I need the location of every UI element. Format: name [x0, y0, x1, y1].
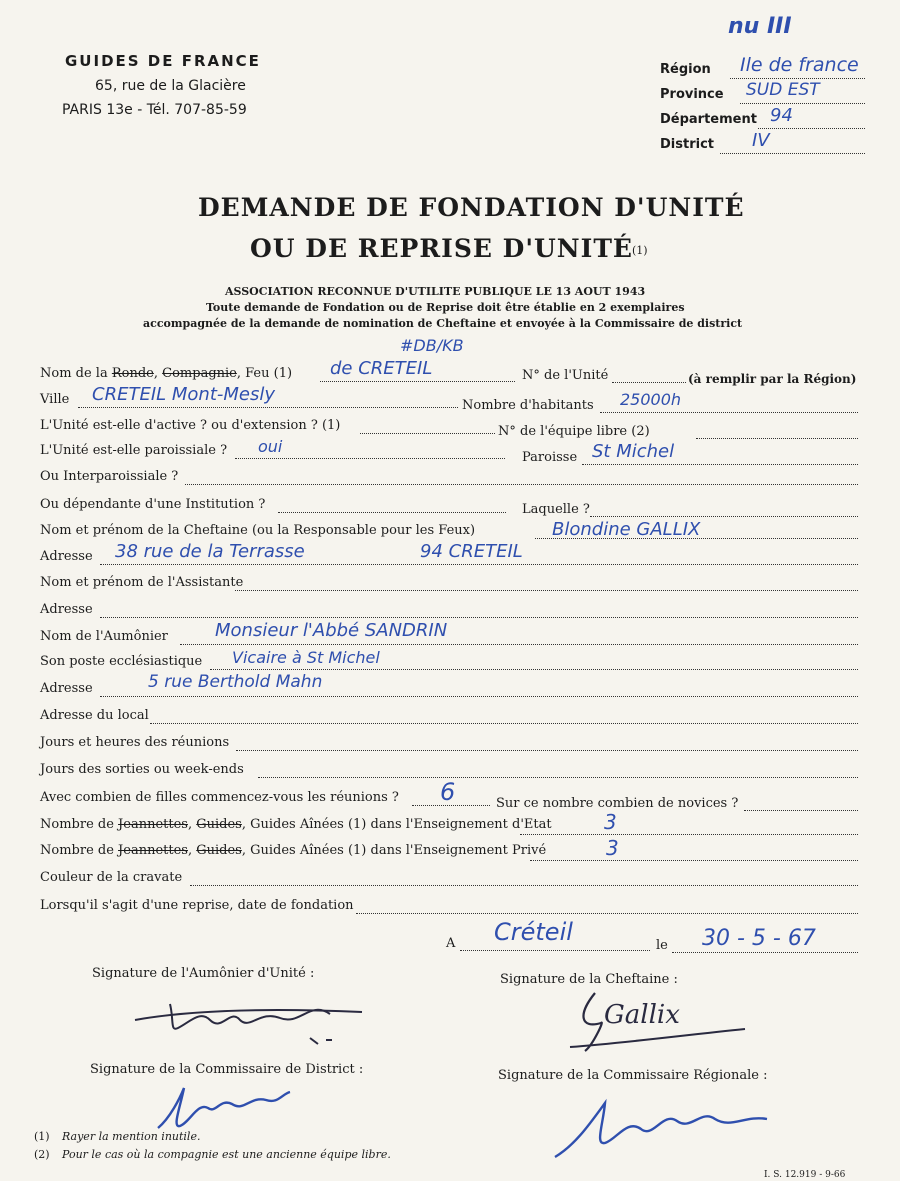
- etat-label: Nombre de Jeannettes, Guides, Guides Aînées (1) dans l'Enseignement d'Etat: [40, 817, 552, 832]
- region-value: Ile de france: [740, 54, 859, 76]
- signature-commissaire-regionale: [545, 1095, 775, 1165]
- footnote-2-text: Pour le cas où la compagnie est une ancienne équipe libre.: [62, 1148, 391, 1161]
- assistante-label: Nom et prénom de l'Assistante: [40, 575, 244, 590]
- ville-value: CRETEIL Mont-Mesly: [92, 384, 276, 405]
- departement-value: 94: [770, 105, 793, 126]
- date-value: 30 - 5 - 67: [702, 926, 816, 951]
- cravate-label: Couleur de la cravate: [40, 870, 183, 885]
- num-unite-dotline: [612, 382, 686, 383]
- sig-commissaire-regionale-label: Signature de la Commissaire Régionale :: [498, 1068, 768, 1083]
- aumonier-dotline: [180, 644, 858, 645]
- adresse2-dotline: [100, 617, 858, 618]
- province-dotline: [740, 103, 865, 104]
- place-value: Créteil: [494, 918, 573, 946]
- active-dotline: [360, 433, 495, 434]
- paroisse-label: Paroisse: [522, 450, 578, 465]
- habitants-value: 25000h: [620, 390, 682, 409]
- org-city-phone: PARIS 13e - Tél. 707-85-59: [62, 102, 247, 118]
- reunions-dotline: [236, 750, 858, 751]
- title-line-1: DEMANDE DE FONDATION D'UNITÉ: [198, 193, 745, 222]
- interparoissiale-label: Ou Interparoissiale ?: [40, 469, 179, 484]
- prive-value: 3: [606, 836, 619, 860]
- interparoissiale-dotline: [185, 484, 858, 485]
- laquelle-label: Laquelle ?: [522, 502, 590, 517]
- local-label: Adresse du local: [40, 708, 149, 723]
- footnote-2-number: (2): [34, 1148, 50, 1161]
- reunions-label: Jours et heures des réunions: [40, 735, 230, 750]
- adresse1-value: 38 rue de la Terrasse: [115, 541, 305, 562]
- sorties-dotline: [258, 777, 858, 778]
- num-unite-label: N° de l'Unité: [522, 368, 609, 383]
- org-address: 65, rue de la Glacière: [95, 78, 246, 94]
- signature-cheftaine-text: Gallix: [604, 1000, 680, 1030]
- footnote-1-text: Rayer la mention inutile.: [62, 1130, 201, 1143]
- corner-note: nu III: [728, 14, 792, 39]
- ville-dotline: [78, 407, 458, 408]
- subtitle-line-3: accompagnée de la demande de nomination de Cheftaine et envoyée à la Commissaire de district: [143, 317, 743, 330]
- equipe-libre-label: N° de l'équipe libre (2): [498, 424, 650, 439]
- district-label: District: [660, 137, 714, 152]
- district-value: IV: [752, 130, 770, 151]
- title-footnote-mark: (1): [632, 244, 648, 257]
- equipe-libre-dotline: [696, 438, 858, 439]
- novices-label: Sur ce nombre combien de novices ?: [496, 796, 739, 811]
- paroisse-dotline: [582, 464, 858, 465]
- prive-label: Nombre de Jeannettes, Guides, Guides Aînées (1) dans l'Enseignement Privé: [40, 843, 547, 858]
- sig-aumonier-label: Signature de l'Aumônier d'Unité :: [92, 966, 315, 981]
- adresse3-value: 5 rue Berthold Mahn: [148, 672, 323, 692]
- paroissiale-dotline: [235, 458, 505, 459]
- paroissiale-label: L'Unité est-elle paroissiale ?: [40, 443, 228, 458]
- adresse2-label: Adresse: [40, 602, 93, 617]
- place-dotline: [460, 950, 650, 951]
- province-label: Province: [660, 87, 724, 102]
- paroissiale-value: oui: [258, 437, 283, 456]
- active-label: L'Unité est-elle d'active ? ou d'extension ? (1): [40, 418, 341, 433]
- region-dotline: [730, 78, 865, 79]
- adresse3-label: Adresse: [40, 681, 93, 696]
- adresse1-dotline: [100, 564, 858, 565]
- cravate-dotline: [190, 885, 858, 886]
- etat-value: 3: [604, 810, 617, 834]
- adresse3-dotline: [100, 696, 858, 697]
- date-dotline: [672, 952, 858, 953]
- num-unite-note: (à remplir par la Région): [688, 372, 857, 386]
- poste-dotline: [210, 669, 858, 670]
- assistante-dotline: [235, 590, 858, 591]
- filles-value: 6: [440, 778, 456, 806]
- habitants-dotline: [600, 412, 858, 413]
- footnote-1-number: (1): [34, 1130, 50, 1143]
- poste-label: Son poste ecclésiastique: [40, 654, 203, 669]
- cheftaine-label: Nom et prénom de la Cheftaine (ou la Responsable pour les Feux): [40, 523, 476, 538]
- sorties-label: Jours des sorties ou week-ends: [40, 762, 244, 777]
- ville-label: Ville: [40, 392, 70, 407]
- signature-commissaire-district: [150, 1078, 300, 1138]
- departement-label: Département: [660, 112, 757, 127]
- stamp-text: #DB/KB: [400, 336, 464, 355]
- institution-dotline: [278, 512, 506, 513]
- habitants-label: Nombre d'habitants: [462, 398, 594, 413]
- title-line-2: OU DE REPRISE D'UNITÉ: [250, 234, 633, 263]
- sig-commissaire-district-label: Signature de la Commissaire de District :: [90, 1062, 364, 1077]
- paroisse-value: St Michel: [592, 441, 675, 462]
- district-dotline: [720, 153, 865, 154]
- org-name: GUIDES DE FRANCE: [65, 52, 261, 70]
- reprise-label: Lorsqu'il s'agit d'une reprise, date de fondation: [40, 898, 354, 913]
- nom-dotline: [320, 381, 515, 382]
- adresse1-city: 94 CRETEIL: [420, 541, 523, 562]
- local-dotline: [150, 723, 858, 724]
- date-le-label: le: [656, 938, 668, 953]
- region-label: Région: [660, 62, 711, 77]
- etat-dotline: [520, 834, 858, 835]
- sig-cheftaine-label: Signature de la Cheftaine :: [500, 972, 678, 987]
- prive-dotline: [530, 860, 858, 861]
- novices-dotline: [744, 810, 858, 811]
- signature-aumonier: [130, 990, 370, 1060]
- adresse1-label: Adresse: [40, 549, 93, 564]
- aumonier-value: Monsieur l'Abbé SANDRIN: [215, 620, 448, 641]
- departement-dotline: [758, 128, 865, 129]
- cheftaine-value: Blondine GALLIX: [552, 519, 701, 540]
- place-a-label: A: [446, 936, 456, 951]
- province-value: SUD EST: [746, 80, 820, 100]
- aumonier-label: Nom de l'Aumônier: [40, 629, 168, 644]
- form-reference: I. S. 12.919 - 9-66: [764, 1170, 846, 1180]
- reprise-dotline: [356, 913, 858, 914]
- poste-value: Vicaire à St Michel: [232, 648, 380, 667]
- filles-label: Avec combien de filles commencez-vous les réunions ?: [40, 790, 399, 805]
- subtitle-line-1: ASSOCIATION RECONNUE D'UTILITE PUBLIQUE LE 13 AOUT 1943: [225, 285, 646, 298]
- institution-label: Ou dépendante d'une Institution ?: [40, 497, 266, 512]
- nom-value: de CRETEIL: [330, 358, 433, 379]
- subtitle-line-2: Toute demande de Fondation ou de Reprise doit être établie en 2 exemplaires: [206, 301, 685, 314]
- laquelle-dotline: [590, 516, 858, 517]
- nom-label: Nom de la Ronde, Compagnie, Feu (1): [40, 366, 293, 381]
